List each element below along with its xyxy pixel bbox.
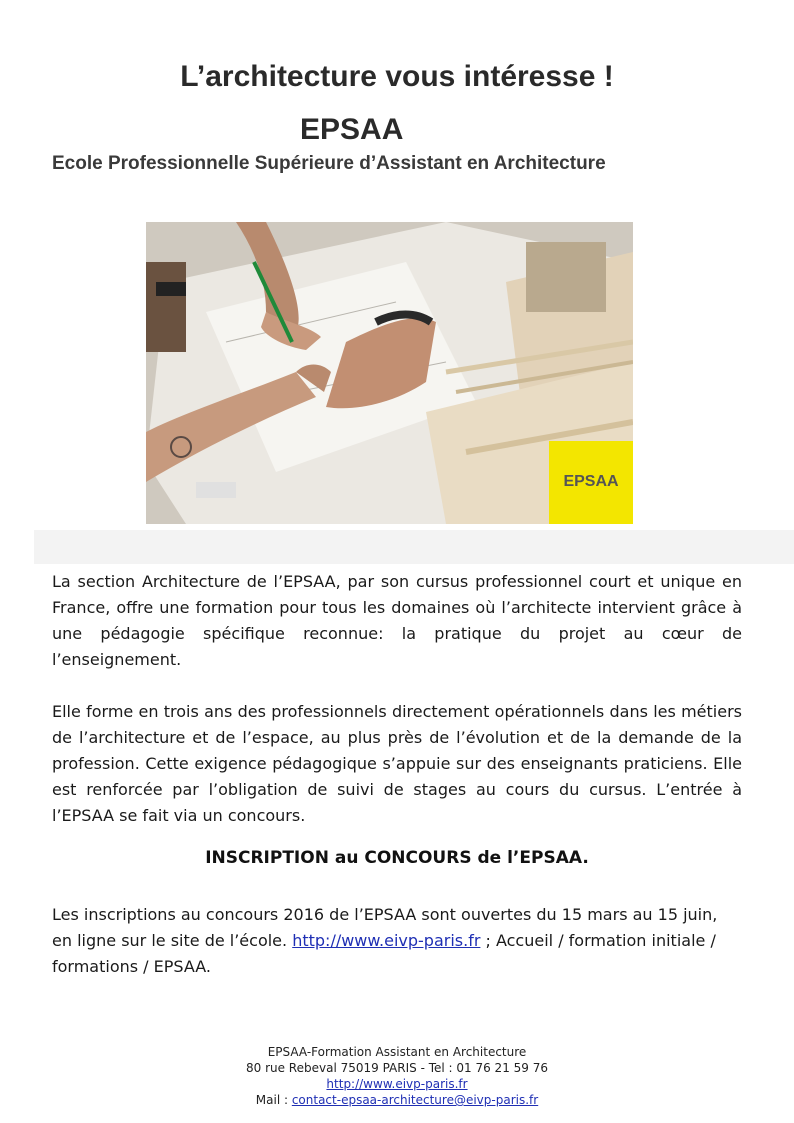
training-paragraph: Elle forme en trois ans des professionnels directement opérationnels dans les métiers de l’architecture et de l’espace, au plus près de l’évolution et de la demande de la profession. Cette exigence pédagogique s’appuie sur des enseignants praticiens. Elle est renforcée par l’obligation de suivi de stages au cours du cursus. L’entrée à l’EPSAA se fait via un concours. xyxy=(52,702,742,825)
school-subtitle: Ecole Professionnelle Supérieure d’Assistant en Architecture xyxy=(52,153,606,174)
footer-line-address: 80 rue Rebeval 75019 PARIS - Tel : 01 76 21 59 76 xyxy=(245,1061,548,1075)
footer-line-name: EPSAA-Formation Assistant en Architecture xyxy=(267,1045,527,1059)
workshop-photo-illustration xyxy=(146,222,633,524)
footer-website-link[interactable]: http://www.eivp-paris.fr xyxy=(326,1077,468,1091)
registration-heading: INSCRIPTION au CONCOURS de l’EPSAA. xyxy=(205,848,589,868)
section-band xyxy=(34,530,794,564)
footer-mail-link[interactable]: contact-epsaa-architecture@eivp-paris.fr xyxy=(291,1093,539,1107)
epsaa-badge-text: EPSAA xyxy=(563,473,619,490)
footer xyxy=(0,1044,794,1108)
registration-text-end: ; Accueil / formation initiale / formations / EPSAA. xyxy=(52,931,716,976)
footer-mail-label: Mail : xyxy=(255,1093,292,1107)
intro-paragraph: La section Architecture de l’EPSAA, par son cursus professionnel court et unique en France, offre une formation pour tous les domaines où l’architecte intervient grâce à une pédagogie spécifique reconnue: la pratique du projet au cœur de l’enseignement. xyxy=(52,572,742,669)
registration-paragraph xyxy=(52,902,732,980)
page-title: L’architecture vous intéresse ! xyxy=(180,60,614,93)
workshop-photo xyxy=(146,222,633,524)
school-website-link[interactable]: http://www.eivp-paris.fr xyxy=(292,931,481,950)
registration-text-start: Les inscriptions au concours 2016 de l’EPSAA sont ouvertes du 15 mars au 15 juin, en ligne sur le site de l’école. xyxy=(52,905,718,950)
brand-name: EPSAA xyxy=(300,113,404,146)
